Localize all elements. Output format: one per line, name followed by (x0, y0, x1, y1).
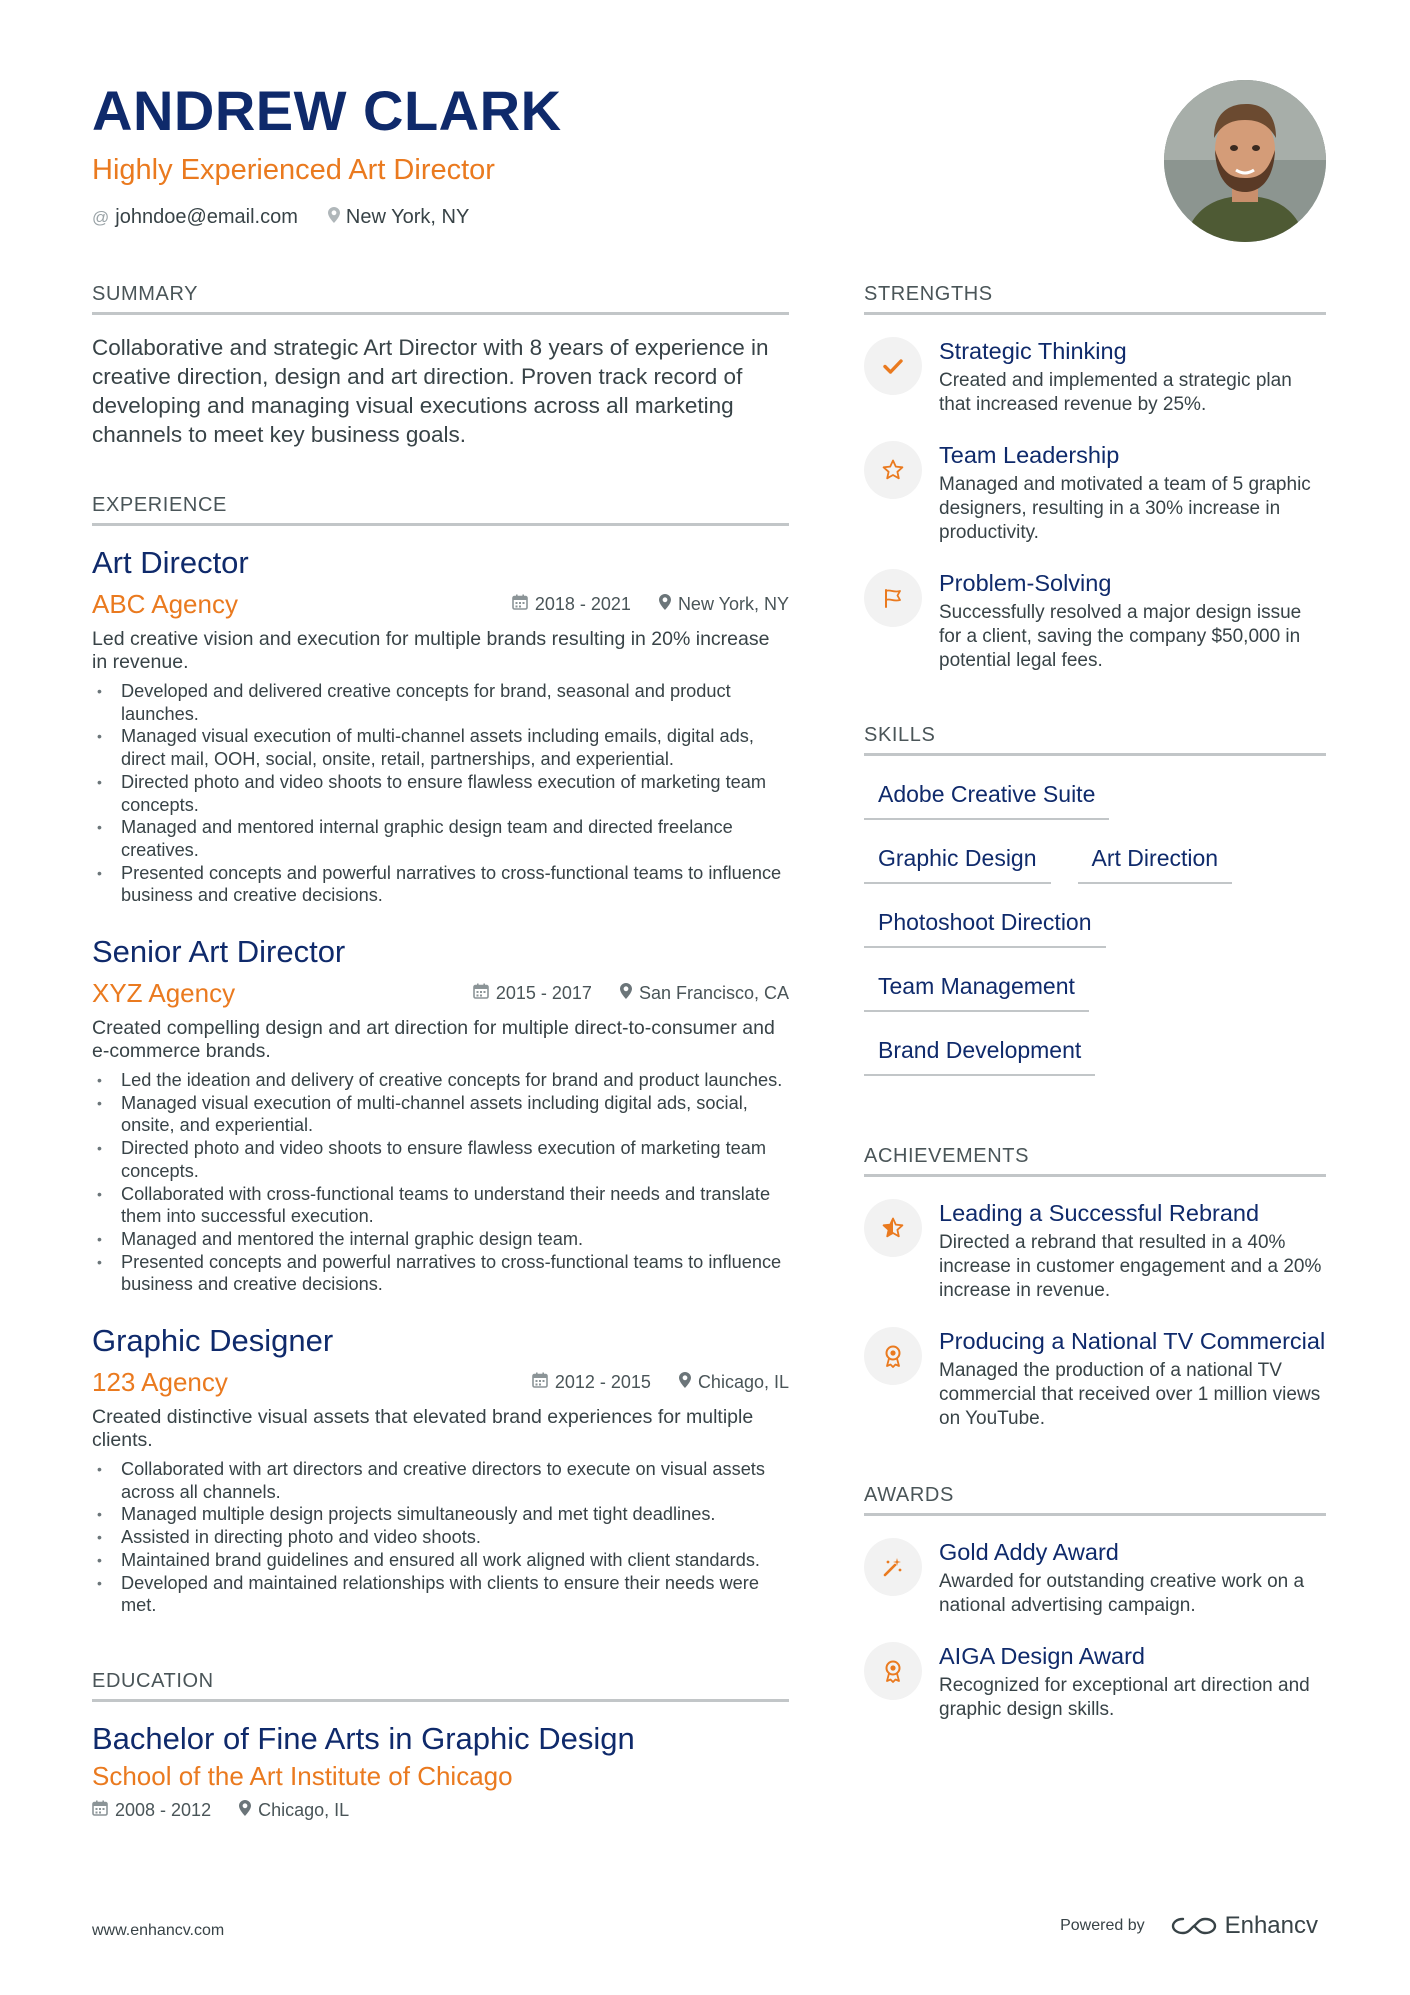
job-location (620, 983, 789, 1004)
job-bullet: • Managed and mentored the internal graphic design team. (92, 1228, 789, 1251)
job-location (659, 594, 789, 615)
job-bullet: • Assisted in directing photo and video shoots. (92, 1526, 789, 1549)
skill-tag: Team Management (864, 960, 1089, 1012)
company-name: 123 Agency (92, 1367, 228, 1398)
strength-description: Successfully resolved a major design issue for a client, saving the company $50,000 in potential legal fees. (939, 602, 1302, 671)
job-bullet: • Managed and mentored internal graphic design team and directed freelance creatives. (92, 816, 789, 861)
experience-entry (92, 1322, 789, 1617)
experience-entry (92, 933, 789, 1296)
job-bullet: • Managed visual execution of multi-channel assets including digital ads, social, onsite, and experiential. (92, 1092, 789, 1137)
job-meta-row (92, 1366, 789, 1398)
job-bullets (92, 1069, 789, 1296)
award-body (939, 1538, 1326, 1618)
job-bullet: • Collaborated with art directors and creative directors to execute on visual assets across all channels. (92, 1458, 789, 1503)
achievement-description: Directed a rebrand that resulted in a 40% increase in customer engagement and a 20% increase in revenue. (939, 1232, 1322, 1301)
job-dates-text: 2018 - 2021 (534, 593, 631, 614)
job-bullet: • Presented concepts and powerful narratives to cross-functional teams to influence business and creative decisions. (92, 862, 789, 907)
experience-section-title: EXPERIENCE (92, 493, 789, 526)
skill-tag: Graphic Design (864, 832, 1051, 884)
company-name: ABC Agency (92, 589, 238, 619)
job-bullet: • Developed and maintained relationships with clients to ensure their needs were met. (92, 1572, 789, 1617)
contact-row (92, 206, 1172, 229)
job-bullets (92, 1458, 789, 1617)
profile-photo (1164, 80, 1326, 242)
skills-section-title: SKILLS (864, 723, 1326, 756)
job-location (679, 1372, 789, 1393)
left-column (92, 282, 789, 1821)
strength-body (939, 441, 1326, 545)
enhancv-logo-icon (1171, 1915, 1217, 1937)
award-icon (864, 1327, 922, 1385)
star-outline-icon (864, 441, 922, 499)
experience-entry (92, 544, 789, 907)
education-school: School of the Art Institute of Chicago (92, 1760, 513, 1791)
skill-tag: Brand Development (864, 1024, 1095, 1076)
job-description: Created compelling design and art direction for multiple direct-to-consumer and e-commerce brands. (92, 1017, 775, 1063)
job-title: Art Director (92, 545, 249, 580)
strength-description: Managed and motivated a team of 5 graphic designers, resulting in a 30% increase in productivity. (939, 474, 1311, 543)
job-description: Created distinctive visual assets that elevated brand experiences for multiple clients. (92, 1406, 754, 1452)
location-pin-icon (659, 594, 671, 615)
flag-icon (864, 569, 922, 627)
education-dates (92, 1800, 211, 1821)
job-meta (512, 594, 789, 615)
location-pin-icon (620, 983, 632, 1004)
job-bullet: • Presented concepts and powerful narratives to cross-functional teams to influence business and creative decisions. (92, 1251, 789, 1296)
education-location-text: Chicago, IL (258, 1799, 350, 1820)
job-bullet: • Directed photo and video shoots to ensure flawless execution of marketing team concepts. (92, 1137, 789, 1182)
award-description: Awarded for outstanding creative work on a national advertising campaign. (939, 1571, 1305, 1616)
job-bullet: • Managed multiple design projects simultaneously and met tight deadlines. (92, 1503, 789, 1526)
awards-section-title: AWARDS (864, 1483, 1326, 1516)
strength-item (864, 337, 1326, 417)
job-title: Graphic Designer (92, 1323, 334, 1359)
calendar-icon (512, 594, 528, 615)
job-location-text: New York, NY (677, 593, 789, 614)
award-item (864, 1538, 1326, 1618)
star-badge-icon (864, 1199, 922, 1257)
calendar-icon (473, 983, 489, 1004)
job-dates (473, 983, 592, 1004)
achievement-item (864, 1327, 1326, 1431)
achievement-title: Producing a National TV Commercial (939, 1328, 1326, 1354)
location-pin-icon (239, 1800, 251, 1821)
skill-tag: Adobe Creative Suite (864, 768, 1109, 820)
education-degree: Bachelor of Fine Arts in Graphic Design (92, 1720, 635, 1756)
job-bullet: • Developed and delivered creative concepts for brand, seasonal and product launches. (92, 680, 789, 725)
skill-tag: Art Direction (1078, 832, 1233, 884)
company-name: XYZ Agency (92, 978, 236, 1009)
skills-list (864, 768, 1326, 1088)
calendar-icon (532, 1372, 548, 1393)
strength-title: Team Leadership (939, 442, 1120, 468)
location-pin-icon (679, 1372, 691, 1393)
job-dates (512, 594, 631, 615)
brand-name: Enhancv (1224, 1912, 1318, 1939)
contact-location (328, 206, 469, 229)
candidate-name: ANDREW CLARK (92, 79, 562, 142)
job-bullet: • Collaborated with cross-functional teams to understand their needs and translate them into successful execution. (92, 1183, 789, 1228)
job-dates (532, 1372, 651, 1393)
strength-title: Strategic Thinking (939, 338, 1127, 364)
footer-branding (1060, 1912, 1318, 1940)
award-title: Gold Addy Award (939, 1539, 1119, 1565)
magic-wand-icon (864, 1538, 922, 1596)
achievement-description: Managed the production of a national TV commercial that received over 1 million views on YouTube. (939, 1360, 1321, 1429)
education-meta (92, 1800, 789, 1821)
calendar-icon (92, 1800, 108, 1821)
job-meta-row (92, 977, 789, 1009)
job-location-text: Chicago, IL (697, 1371, 789, 1392)
strength-title: Problem-Solving (939, 570, 1112, 596)
achievement-item (864, 1199, 1326, 1303)
job-meta-row (92, 588, 789, 620)
award-description: Recognized for exceptional art direction and graphic design skills. (939, 1675, 1310, 1720)
footer-website[interactable]: www.enhancv.com (92, 1922, 225, 1939)
job-bullet: • Maintained brand guidelines and ensured all work aligned with client standards. (92, 1549, 789, 1572)
candidate-headline: Highly Experienced Art Director (92, 154, 495, 186)
education-dates-text: 2008 - 2012 (115, 1799, 212, 1820)
achievement-title: Leading a Successful Rebrand (939, 1200, 1260, 1226)
resume-header (92, 78, 1172, 229)
award-title: AIGA Design Award (939, 1643, 1145, 1669)
award-icon (864, 1642, 922, 1700)
summary-text: Collaborative and strategic Art Director with 8 years of experience in creative direction, design and art direction. Proven track record of developing and managing visual executions across all marketing channels to meet key business goals. (92, 335, 769, 447)
location-pin-icon (328, 207, 340, 228)
summary-section-title: SUMMARY (92, 282, 789, 315)
job-bullet: • Managed visual execution of multi-channel assets including emails, digital ads, direct mail, OOH, social, onsite, retail, partnerships, and experiential. (92, 725, 789, 770)
job-description: Led creative vision and execution for multiple brands resulting in 20% increase in revenue. (92, 628, 770, 673)
job-title: Senior Art Director (92, 934, 346, 970)
job-meta (473, 983, 789, 1004)
location-text: New York, NY (345, 206, 470, 228)
award-item (864, 1642, 1326, 1722)
education-section-title: EDUCATION (92, 1669, 789, 1702)
job-bullets (92, 680, 789, 907)
job-dates-text: 2015 - 2017 (495, 982, 592, 1003)
award-body (939, 1642, 1326, 1722)
email-text: johndoe@email.com (115, 206, 298, 228)
right-column (864, 282, 1326, 1722)
check-icon (864, 337, 922, 395)
strength-body (939, 337, 1326, 417)
skill-tag: Photoshoot Direction (864, 896, 1106, 948)
strength-description: Created and implemented a strategic plan that increased revenue by 25%. (939, 370, 1292, 415)
job-dates-text: 2012 - 2015 (554, 1371, 651, 1392)
job-bullet: • Led the ideation and delivery of creative concepts for brand and product launches. (92, 1069, 789, 1092)
achievement-body (939, 1199, 1326, 1303)
contact-email[interactable] (92, 206, 298, 229)
enhancv-brand[interactable] (1171, 1912, 1318, 1940)
job-bullet: • Directed photo and video shoots to ensure flawless execution of marketing team concepts. (92, 771, 789, 816)
job-location-text: San Francisco, CA (638, 982, 789, 1003)
job-meta (532, 1372, 789, 1393)
achievements-section-title: ACHIEVEMENTS (864, 1144, 1326, 1177)
achievement-body (939, 1327, 1326, 1431)
powered-by-text: Powered by (1060, 1917, 1145, 1934)
at-sign-icon: @ (92, 207, 110, 227)
strength-item (864, 441, 1326, 545)
strength-item (864, 569, 1326, 673)
strengths-section-title: STRENGTHS (864, 282, 1326, 315)
strength-body (939, 569, 1326, 673)
education-location (239, 1800, 349, 1821)
